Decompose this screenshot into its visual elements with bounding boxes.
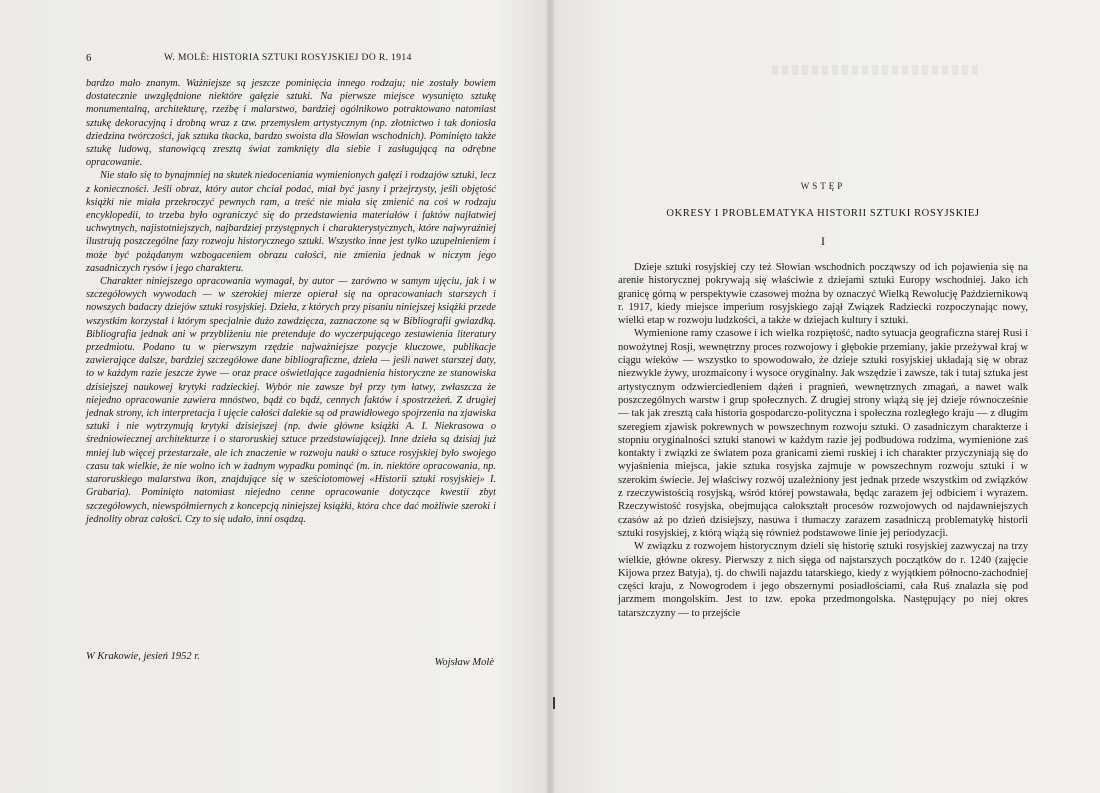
paragraph: bardzo mało znanym. Ważniejsze są jeszcze pominięcia innego rodzaju; nie zostały bowiem dostatecznie uwzględnione niektóre gałęzie sztuki. Na pierwsze miejsce wysunięto sztukę monumentalną, architekturę, rzeźbę i malarstwo, bardziej ogólnikowo potraktowano natomiast sztukę dekoracyjną i drobną wraz z tzw. przemysłem artystycznym (np. złotnictwo i tak doniosła dziedzina twórczości, jak sztuka tkacka, bardzo swoista dla Słowian wschodnich). Pominięto także sztukę ludową, stanowiącą zresztą świat zamknięty dla siebie i zasługującą na odrębne opracowanie. bbox=[86, 78, 496, 169]
section-number: I bbox=[821, 234, 825, 248]
show-through-marks bbox=[772, 65, 982, 75]
paragraph: Dzieje sztuki rosyjskiej czy też Słowian wschodnich począwszy od ich pojawienia się na arenie historycznej pokrywają się właściwie z dziejami sztuki Europy wschodniej. Jako ich granicę górną w perspektywie czasowej można by oznaczyć Wielką Rewolucję Październikową r. 1917, kiedy miejsce imperium rosyjskiego zajął Związek Radziecki rozpoczynając nowy, wielki etap w rozwoju ludzkości, a także w dziejach kultury i sztuki. bbox=[618, 262, 1028, 327]
page-number: 6 bbox=[86, 52, 92, 64]
binding-mark bbox=[553, 697, 555, 709]
chapter-text bbox=[618, 261, 1028, 620]
paragraph: W związku z rozwojem historycznym dzieli się historię sztuki rosyjskiej zazwyczaj na trzy wielkie, główne okresy. Pierwszy z nich sięga od najstarszych początków do r. 1240 (zajęcie Kijowa przez Batyja), tj. do chwili najazdu tatarskiego, kiedy z wyjątkiem północno-zachodniej części kraju, z Nowogrodem i jego obszernymi posiadłościami, cała Ruś znalazła się pod jarzmem mongolskim. Jest to tzw. epoka przedmongolska. Następujący po niej okres tatarszczyzny — to przejście bbox=[618, 541, 1028, 619]
chapter-title: OKRESY I PROBLEMATYKA HISTORII SZTUKI ROSYJSKIEJ bbox=[666, 208, 980, 219]
signature-place: W Krakowie, jesień 1952 r. bbox=[86, 651, 200, 662]
paragraph: Nie stało się to bynajmniej na skutek niedoceniania wymienionych gałęzi i rodzajów sztuki, lecz z konieczności. Jeśli obraz, który autor chciał podać, miał być jasny i przejrzysty, jeśli objętość książki nie miała przekroczyć pewnych ram, a treść nie miała się zmienić na coś w rodzaju encyklopedii, to trzeba było ograniczyć się do przedstawienia materiałów i faktów najłatwiej uchwytnych, najistotniejszych, najbardziej przystępnych i charakterystycznych, które najwyraźniej ilustrują poszczególne fazy rozwoju historycznego sztuki. Wszystko inne jest tylko uzupełnieniem i może być pożądanym wzbogaceniem obrazu całości, nie zmienia jednak w niczym jego zasadniczych rysów i jego charakteru. bbox=[86, 170, 496, 274]
paragraph: Wymienione ramy czasowe i ich wielka rozpiętość, nadto sytuacja geograficzna starej Rusi i nowożytnej Rosji, wewnętrzny proces rozwojowy i głębokie przemiany, jakie przeżywał kraj w ciągu wieków — wszystko to spowodowało, że dzieje sztuki rosyjskiej układają się w obraz niezwykle żywy, urozmaicony i wysoce oryginalny. Jak wszędzie i zawsze, tak i tutaj sztuka jest artystycznym odzwierciedleniem dążeń i pragnień, wewnętrznych zmagań, a nawet walk poszczególnych warstw i grup społecznych. Z drugiej strony wiążą się jej dzieje równocześnie — tak jak zresztą cała historia gospodarczo-polityczna i społeczna rozległego kraju — z długim szeregiem zjawisk pokrewnych w powszechnym rozwoju sztuki. O zasadniczym charakterze i stopniu oryginalności sztuki stanowi w każdym razie jej podbudowa rodzima, wymienione zaś kontakty i związki ze światem poza granicami ziemi ruskiej i ich charakter przyczyniają się do wyjaśnienia miejsca, jakie sztuka rosyjska zajmuje w powszechnym rozwoju sztuki i w szerokim świecie. Jej właściwy rozwój uzależniony jest jednak przede wszystkim od związków z rzeczywistością rosyjską, wśród której powstawała, będąc zarazem jej odbiciem i wyrazem. Rzeczywistość rosyjska, obejmująca całokształt procesów rozwojowych od najdawniejszych czasów aż po dzień dzisiejszy, nasuwa i tłumaczy zarazem zasadniczą problematykę historii sztuki rosyjskiej, z którą wiążą się również podstawowe linie jej periodyzacji. bbox=[618, 328, 1028, 539]
section-label: WSTĘP bbox=[800, 181, 846, 191]
preface-text bbox=[86, 77, 496, 526]
left-page bbox=[0, 0, 548, 793]
running-title: W. MOLÈ: HISTORIA SZTUKI ROSYJSKIEJ DO R. 1914 bbox=[164, 53, 412, 63]
signature-author: Wojsław Molè bbox=[434, 657, 494, 668]
paragraph: Charakter niniejszego opracowania wymagał, by autor — zarówno w samym ujęciu, jak i w szczegółowych wywodach — w szerokiej mierze opierał się na opracowaniach starszych i nowszych badaczy dziejów sztuki rosyjskiej. Dzieła, z których przy pisaniu niniejszej książki przede wszystkim korzystał i którym specjalnie dużo zawdzięcza, zaznaczone są w Bibliografii gwiazdką. Bibliografia jednak ani w przybliżeniu nie pretenduje do wyczerpującego zestawienia literatury przedmiotu. Podano tu w pierwszym rzędzie najważniejsze pozycje kluczowe, publikacje zawierające dalsze, bardziej szczegółowe dane bibliograficzne, dzieła — jeśli nawet starszej daty, to w każdym razie jeszcze żywe — oraz prace oświetlające zagadnienia historyczne ze stanowiska dzisiejszej naukowej krytyki radzieckiej. Wybór nie zawsze był przy tym łatwy, zwłaszcza że niejedno opracowanie zawiera mnóstwo, bądź co bądź, cennych faktów i spostrzeżeń. Z drugiej jednak strony, ich interpretacja i ujęcie całości dalekie są od prawidłowego spojrzenia na zjawiska sztuki i nie wytrzymują krytyki dzisiejszej (np. dwie główne książki A. I. Niekrasowa o średniowiecznej architekturze i o staroruskiej sztuce przedstawiającej). Inne dzieła są dzisiaj już mniej lub więcej przestarzałe, ale ich znaczenie w rozwoju nauki o sztuce rosyjskiej było swojego czasu tak wielkie, że nie wolno ich w żadnym wypadku pominąć (m. in. niektóre opracowania, np. staroruskiego malarstwa ikon, znajdujące się w sześciotomowej «Historii sztuki rosyjskiej» I. Grabaria). Pominięto natomiast niejedno cenne opracowanie dotyczące kwestii zbyt szczegółowych, niewspółmiernych z koncepcją niniejszej książki, która chce dać możliwie szeroki i jednolity obraz całości. Czy to się udało, inni osądzą. bbox=[86, 276, 496, 525]
right-page bbox=[552, 0, 1100, 793]
